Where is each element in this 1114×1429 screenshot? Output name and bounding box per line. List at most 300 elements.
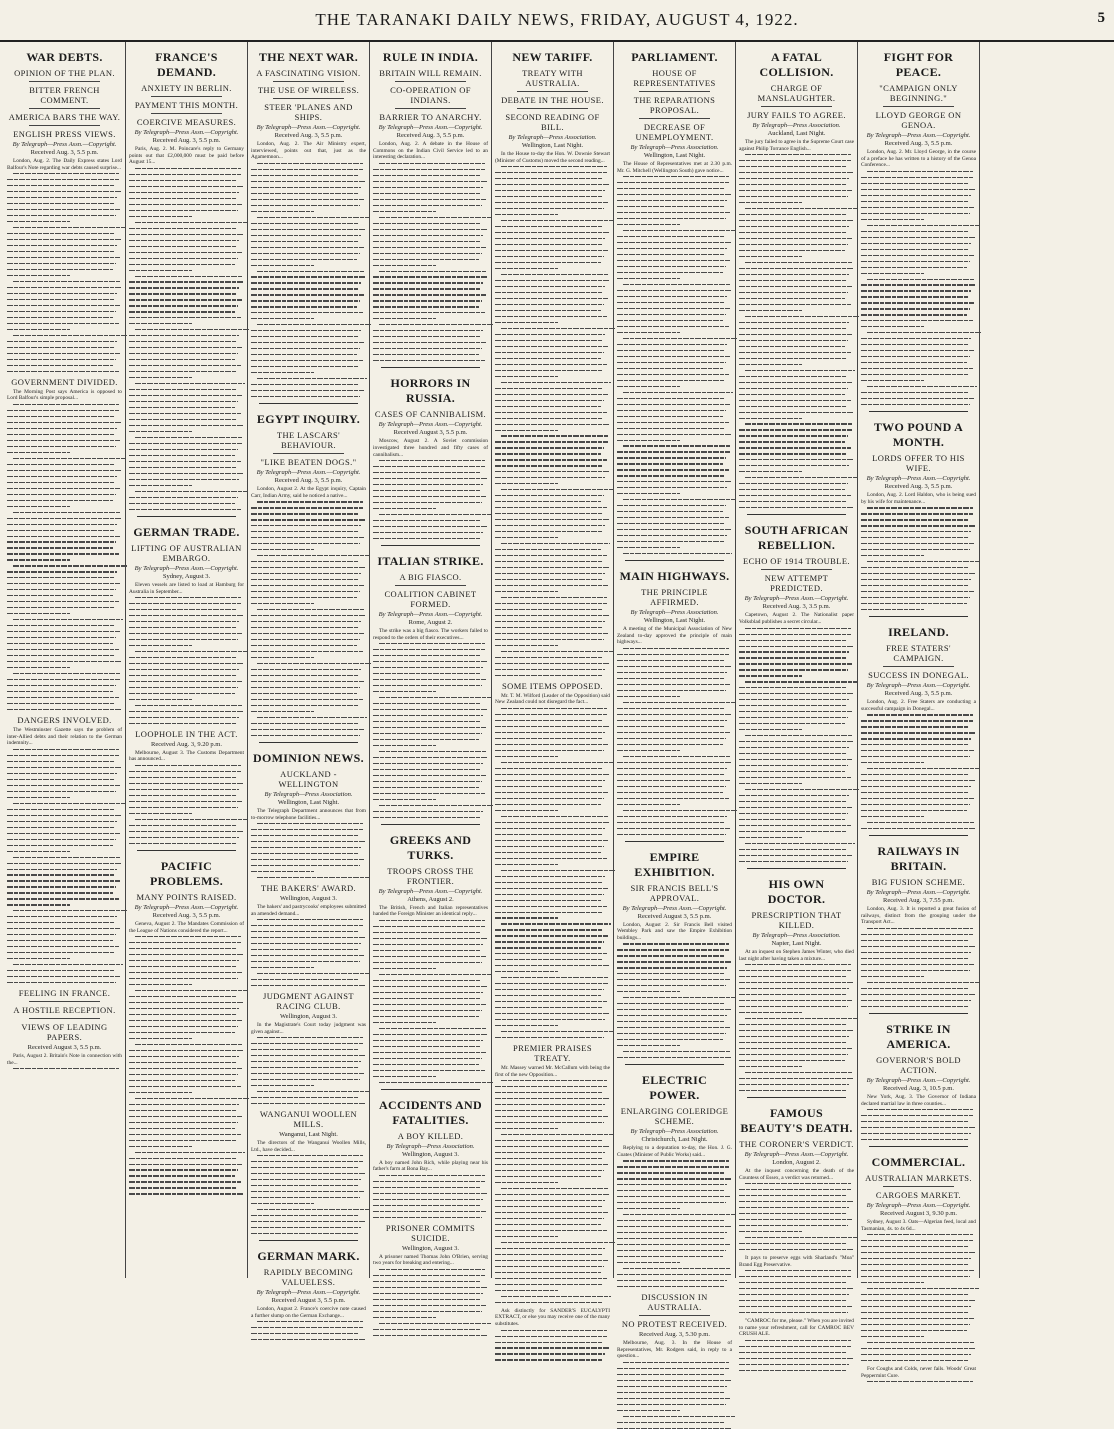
- article-dateline: Received Aug. 3, 5.5 p.m.: [152, 911, 221, 919]
- article-dateline: Wellington, Last Night.: [643, 152, 706, 159]
- article-byline: By Telegraph—Press Assn.—Copyright.: [744, 595, 849, 603]
- article-body-text: [861, 171, 976, 405]
- article: [617, 1064, 732, 1287]
- page-number-mark: 5: [1097, 10, 1106, 26]
- article-lead-text: A boy named John Rich, while playing near his father's farm at Bona Bay...: [373, 1159, 488, 1173]
- article: [739, 1255, 854, 1313]
- subheading-rule: [639, 118, 710, 119]
- article-dateline: Wellington, Last Night.: [277, 798, 340, 806]
- article-divider: [381, 1089, 480, 1090]
- article-lead-text: Melbourne, Aug. 3. In the House of Representatives, Mr. Rodgers said, in reply to a question...: [617, 1340, 732, 1360]
- subheading-rule: [395, 585, 466, 586]
- article-subheading: STEER 'PLANES AND SHIPS.: [264, 102, 353, 122]
- article-byline: By Telegraph—Press Association.: [752, 932, 841, 940]
- article-headline: WAR DEBTS.: [26, 50, 103, 64]
- article: [373, 545, 488, 818]
- subheading-rule: [883, 1186, 954, 1187]
- article-subheading: CARGOES MARKET.: [875, 1190, 962, 1201]
- article-subheading: CO-OPERATION OF INDIANS.: [390, 85, 471, 105]
- article-body-text: [129, 168, 244, 510]
- article-dateline: Received August 3, 9.30 p.m.: [880, 1210, 957, 1218]
- article-divider: [381, 545, 480, 546]
- article-headline: DOMINION NEWS.: [253, 750, 364, 765]
- article-lead-text: Mr. Massey warned Mr. McCallum with being the first of the new Opposition...: [495, 1065, 610, 1078]
- subheading-rule: [273, 81, 344, 82]
- article-lead-text: The House of Representatives met at 2.30 p.m. Mr. G. Mitchell (Wellington South) gave notice...: [617, 161, 732, 174]
- article: [251, 1240, 366, 1340]
- article-byline: By Telegraph—Press Assn.—Copyright.: [622, 904, 727, 912]
- article: [251, 1109, 366, 1234]
- article-dateline: Received Aug. 3, 5.5 p.m.: [396, 132, 465, 139]
- article-body-text: [495, 1080, 610, 1303]
- subheading-rule: [29, 1001, 100, 1002]
- article-lead-text: The British, French and Italian representatives handed the Foreign Minister an identical reply...: [373, 904, 488, 918]
- article: [617, 560, 732, 834]
- article-subheading: LLOYD GEORGE ON GENOA.: [875, 110, 962, 130]
- article-headline: NEW TARIFF.: [512, 50, 593, 64]
- article-byline: By Telegraph—Press Association.: [630, 144, 719, 151]
- subheading-rule: [639, 1315, 710, 1316]
- article-body-text: [7, 404, 122, 710]
- article-subheading: HOUSE OF REPRESENTATIVES: [633, 68, 716, 88]
- article: [495, 1043, 610, 1303]
- article: [129, 516, 244, 724]
- article-dateline: Wellington, Last Night.: [521, 142, 584, 149]
- article-subheading: BITTER FRENCH COMMENT.: [29, 85, 100, 105]
- article-byline: By Telegraph—Press Assn.—Copyright.: [378, 887, 483, 895]
- article-byline: By Telegraph—Press Assn.—Copyright.: [378, 421, 483, 429]
- article-headline: PACIFIC PROBLEMS.: [149, 858, 224, 888]
- article-byline: By Telegraph—Press Assn.—Copyright.: [12, 141, 117, 148]
- article: [495, 1308, 610, 1361]
- article-subheading: COERCIVE MEASURES.: [136, 117, 237, 127]
- article: [739, 514, 854, 862]
- article-subheading: DEBATE IN THE HOUSE.: [501, 95, 604, 105]
- article-divider: [137, 516, 236, 517]
- article-subheading: DISCUSSION IN AUSTRALIA.: [641, 1292, 708, 1313]
- article: [373, 50, 488, 361]
- article-dateline: Received Aug. 3, 5.5 p.m.: [274, 477, 343, 485]
- article-headline: ACCIDENTS AND FATALITIES.: [379, 1097, 482, 1127]
- article-lead-text: At the inquest concerning the death of the Countess of Essex, a verdict was returned...: [739, 1167, 854, 1181]
- article: [373, 367, 488, 539]
- article-subheading: FEELING IN FRANCE.: [18, 988, 111, 999]
- article-lead-text: At an inquest on Stephen James Winter, who died last night after having taken a mixture...: [739, 949, 854, 962]
- subheading-rule: [517, 91, 588, 92]
- article-divider: [259, 742, 358, 743]
- article-byline: By Telegraph—Press Assn.—Copyright.: [378, 611, 483, 619]
- article-body-text: [251, 501, 366, 735]
- article: [495, 50, 610, 676]
- article-lead-text: A meeting of the Municipal Association of New Zealand to-day approved the principle of main highways...: [617, 626, 732, 646]
- article-headline: STRIKE IN AMERICA.: [886, 1021, 951, 1051]
- article-divider: [747, 868, 846, 869]
- article-lead-text: The strike was a big fiasco. The workers failed to respond to the orders of their executives...: [373, 628, 488, 641]
- article-lead-text: London, Aug. 2. Free Staters are conducting a successful campaign in Donegal...: [861, 699, 976, 712]
- article-dateline: Received Aug. 3, 7.55 p.m.: [883, 897, 954, 905]
- article-divider: [747, 514, 846, 515]
- article-subheading: TROOPS CROSS THE FRONTIER.: [387, 865, 474, 886]
- article-body-text: [617, 1362, 732, 1429]
- article: [861, 616, 976, 829]
- article-subheading: THE PRINCIPLE AFFIRMED.: [641, 587, 708, 608]
- article-byline: By Telegraph—Press Association.: [630, 609, 719, 617]
- article-body-text: [373, 1269, 488, 1336]
- article-dateline: Wanganui, Last Night.: [279, 1130, 338, 1138]
- article-dateline: Received August 3, 5.5 p.m.: [271, 1297, 346, 1305]
- article-headline: SOUTH AFRICAN REBELLION.: [744, 523, 849, 553]
- article-byline: By Telegraph—Press Assn.—Copyright.: [134, 903, 239, 911]
- article-divider: [137, 850, 236, 851]
- article-lead-text: Geneva, August 2. The Mandates Commission of the League of Nations considered the report...: [129, 920, 244, 934]
- article-subheading: A FASCINATING VISION.: [256, 68, 361, 78]
- article-byline: By Telegraph—Press Assn.—Copyright.: [378, 124, 483, 131]
- column-4: [370, 42, 492, 1278]
- article-byline: By Telegraph—Press Association.: [630, 1128, 719, 1136]
- article-body-text: [7, 1068, 122, 1069]
- article-lead-text: London, Aug. 2. The Air Ministry expert, interviewed, points out that, just as the Agamemnon...: [251, 141, 366, 161]
- article-body-text: [617, 648, 732, 835]
- article-subheading: THE USE OF WIRELESS.: [257, 85, 360, 95]
- article-body-text: [861, 507, 976, 610]
- article-dateline: Received August 3, 5.5 p.m.: [27, 1044, 102, 1052]
- article-body-text: [495, 1330, 610, 1361]
- column-7: [736, 42, 858, 1338]
- column-2: [126, 42, 248, 1278]
- article-byline: By Telegraph—Press Assn.—Copyright.: [134, 129, 239, 136]
- article-byline: By Telegraph—Press Association.: [386, 1142, 475, 1150]
- article-dateline: Received Aug. 3, 5.30 p.m.: [639, 1331, 710, 1339]
- article-lead-text: London, August 2. At the Egypt inquiry, Captain Carr, Indian Army, said he noticed a native...: [251, 486, 366, 499]
- article-dateline: Christchurch, Last Night.: [641, 1136, 708, 1144]
- article-headline: FRANCE'S DEMAND.: [155, 50, 218, 79]
- columns-container: [4, 42, 1110, 1379]
- article-byline: By Telegraph—Press Assn.—Copyright.: [256, 469, 361, 477]
- article-divider: [381, 824, 480, 825]
- subheading-rule: [151, 96, 222, 97]
- article-dateline: Rome, August 2.: [408, 619, 453, 627]
- article-lead-text: For Coughs and Colds, never fails. Woods' Great Peppermint Cure.: [861, 1365, 976, 1379]
- article-dateline: Received Aug. 3, 5.5 p.m.: [884, 140, 953, 147]
- article-lead-text: London, Aug. 3. It is reported a great fusion of railways, distinct from the grouping under the Transport Act...: [861, 906, 976, 926]
- article-body-text: [495, 708, 610, 1038]
- article-divider: [869, 411, 968, 412]
- article-body-text: [861, 1109, 976, 1140]
- article-dateline: Auckland, Last Night.: [767, 130, 826, 137]
- article-headline: IRELAND.: [888, 625, 949, 640]
- article-headline: THE NEXT WAR.: [258, 50, 359, 64]
- article: [861, 1366, 976, 1382]
- article: [7, 377, 122, 710]
- article-subheading: CHARGE OF MANSLAUGHTER.: [757, 83, 836, 103]
- article-headline: RULE IN INDIA.: [382, 50, 479, 64]
- article-subheading: THE LASCARS' BEHAVIOUR.: [276, 430, 341, 451]
- article: [251, 991, 366, 1104]
- subheading-rule: [761, 106, 832, 107]
- article-lead-text: Capetown, August 2. The Nationalist paper Volksblad publishes a secret circular...: [739, 612, 854, 625]
- article-subheading: NO PROTEST RECEIVED.: [621, 1319, 728, 1330]
- article-dateline: Received August 3, 5.5 p.m.: [393, 429, 468, 437]
- article-subheading: PRESCRIPTION THAT KILLED.: [751, 910, 842, 931]
- article-subheading: COALITION CABINET FORMED.: [384, 589, 477, 610]
- article-dateline: Received Aug. 3, 5.5 p.m.: [274, 132, 343, 139]
- article-subheading: ENLARGING COLERIDGE SCHEME.: [620, 1106, 729, 1127]
- article-dateline: London, August 2.: [772, 1158, 821, 1166]
- article-headline: ITALIAN STRIKE.: [377, 554, 484, 569]
- article-lead-text: Paris, Aug. 2. M. Poincare's reply to Germany points out that £2,000,000 must be paid before August 15...: [129, 146, 244, 166]
- article-lead-text: London, Aug. 2. Lord Haldon, who is being sued by his wife for maintenance...: [861, 492, 976, 505]
- article-body-text: [739, 1340, 854, 1371]
- article-byline: By Telegraph—Press Association.: [508, 134, 597, 141]
- article: [7, 50, 122, 372]
- article-body-text: [861, 1234, 976, 1361]
- article-byline: By Telegraph—Press Assn.—Copyright.: [866, 889, 971, 897]
- article-divider: [625, 841, 724, 842]
- article-subheading: VIEWS OF LEADING PAPERS.: [21, 1022, 108, 1043]
- article-body-text: [739, 154, 854, 508]
- article-subheading: MANY POINTS RAISED.: [136, 891, 237, 902]
- article-lead-text: The bakers' and pastrycooks' employees submitted an amended demand...: [251, 903, 366, 917]
- article-body-text: [373, 460, 488, 539]
- article: [617, 1292, 732, 1429]
- article-body-text: [373, 920, 488, 1083]
- article: [373, 1089, 488, 1218]
- article-lead-text: New York, Aug. 3. The Governor of Indiana declared martial law in three counties...: [861, 1093, 976, 1107]
- article-subheading: NEW ATTEMPT PREDICTED.: [764, 573, 829, 594]
- article-divider: [747, 1097, 846, 1098]
- column-8: [858, 42, 980, 1379]
- article-body-text: [617, 1160, 732, 1287]
- article-lead-text: In the Magistrate's Court today judgment was given against...: [251, 1021, 366, 1035]
- article-body-text: [129, 597, 244, 724]
- article-body-text: [739, 964, 854, 1091]
- article-headline: EGYPT INQUIRY.: [256, 412, 361, 427]
- article-subheading: SUCCESS IN DONEGAL.: [868, 670, 969, 681]
- article-byline: By Telegraph—Press Assn.—Copyright.: [744, 1150, 849, 1158]
- article: [861, 50, 976, 405]
- article-lead-text: Moscow, August 2. A Soviet commission investigated three hundred and fifty cases of cannibalism...: [373, 438, 488, 458]
- article-lead-text: In the House to-day the Hon. W. Downie Stewart (Minister of Customs) moved the second reading...: [495, 151, 610, 164]
- article-byline: By Telegraph—Press Association.: [264, 790, 353, 798]
- article-divider: [625, 1064, 724, 1065]
- article: [251, 883, 366, 986]
- article-lead-text: Sydney, August 3. Oats—Algerian feed, local and Tasmanian, 4s. to 4s 6d...: [861, 1219, 976, 1232]
- article-lead-text: The jury failed to agree in the Supreme Court case against Philip Torrance English...: [739, 139, 854, 152]
- article-divider: [625, 560, 724, 561]
- article-byline: By Telegraph—Press Assn.—Copyright.: [256, 1289, 361, 1297]
- article-dateline: Wellington, August 3.: [402, 1150, 459, 1158]
- article-body-text: [739, 1270, 854, 1313]
- article-subheading: BRITAIN WILL REMAIN.: [379, 68, 482, 78]
- article: [739, 50, 854, 508]
- article-body-text: [861, 714, 976, 829]
- article-lead-text: Replying to a deputation to-day, the Hon. J. G. Coates (Minister of Public Works) said...: [617, 1145, 732, 1158]
- article-subheading: AMERICA BARS THE WAY.: [8, 112, 121, 122]
- article: [861, 835, 976, 1007]
- subheading-rule: [29, 125, 100, 126]
- article-lead-text: Melbourne, August 3. The Customs Department has announced...: [129, 749, 244, 763]
- article-body-text: [373, 163, 488, 362]
- article-body-text: [251, 919, 366, 986]
- article-byline: By Telegraph—Press Assn.—Copyright.: [866, 1076, 971, 1084]
- article-headline: GREEKS AND TURKS.: [389, 832, 472, 862]
- article-headline: GERMAN MARK.: [257, 1249, 360, 1264]
- article-body-text: [251, 823, 366, 878]
- masthead: [0, 0, 1114, 42]
- article-subheading: RAPIDLY BECOMING VALUELESS.: [263, 1267, 354, 1288]
- article-lead-text: The directors of the Wanganui Woollen Mills, Ltd., have decided...: [251, 1139, 366, 1153]
- article-body-text: [495, 166, 610, 676]
- article-divider: [381, 367, 480, 368]
- article: [7, 715, 122, 983]
- article-subheading: CASES OF CANNIBALISM.: [374, 409, 487, 420]
- article-body-text: [129, 765, 244, 844]
- article-divider: [259, 1240, 358, 1241]
- article-headline: A FATAL COLLISION.: [759, 50, 834, 79]
- article-body-text: [739, 628, 854, 862]
- article-divider: [259, 403, 358, 404]
- article: [739, 1097, 854, 1250]
- article-headline: HORRORS IN RUSSIA.: [390, 376, 471, 406]
- article-lead-text: A prisoner named Thomas John O'Brien, serving two years for breaking and entering...: [373, 1253, 488, 1267]
- article-subheading: OPINION OF THE PLAN.: [14, 68, 115, 78]
- article-byline: By Telegraph—Press Assn.—Copyright.: [866, 475, 971, 483]
- column-3: [248, 42, 370, 1319]
- article: [739, 1318, 854, 1371]
- article-divider: [869, 616, 968, 617]
- article: [617, 841, 732, 1059]
- article-lead-text: The Westminster Gazette says the problem of inter-Allied debts and their relation to the German indemnity...: [7, 727, 122, 747]
- article-subheading: DANGERS INVOLVED.: [17, 715, 112, 726]
- article-headline: HIS OWN DOCTOR.: [767, 877, 826, 907]
- article: [129, 729, 244, 844]
- article-subheading: JUDGMENT AGAINST RACING CLUB.: [262, 990, 354, 1011]
- article-lead-text: It pays to preserve eggs with Sharland's "Moa" Brand Egg Preservative.: [739, 1254, 854, 1268]
- article-subheading: THE CORONER'S VERDICT.: [739, 1138, 854, 1149]
- article-subheading: PAYMENT THIS MONTH.: [134, 100, 239, 110]
- article-lead-text: London, August 2. France's coercive note caused a further slump on the German Exchange...: [251, 1306, 366, 1319]
- article-subheading: DECREASE OF UNEMPLOYMENT.: [635, 122, 714, 142]
- masthead-title: THE TARANAKI DAILY NEWS, FRIDAY, AUGUST 4, 1922.: [315, 10, 799, 29]
- column-1: [4, 42, 126, 1278]
- article-headline: ELECTRIC POWER.: [641, 1073, 708, 1103]
- article-byline: By Telegraph—Press Assn.—Copyright.: [256, 124, 361, 131]
- article-byline: By Telegraph—Press Assn.—Copyright.: [866, 1202, 971, 1210]
- subheading-rule: [29, 1018, 100, 1019]
- article-body-text: [251, 1321, 366, 1340]
- article-dateline: Received Aug. 3, 10.5 p.m.: [883, 1084, 954, 1092]
- article-subheading: GOVERNOR'S BOLD ACTION.: [876, 1054, 961, 1075]
- article: [373, 824, 488, 1083]
- article-byline: By Telegraph—Press Association.: [752, 122, 841, 129]
- article-headline: MAIN HIGHWAYS.: [619, 569, 730, 584]
- article-dateline: Wellington, Last Night.: [643, 617, 706, 625]
- article-dateline: Wellington, August 3.: [402, 1244, 459, 1252]
- article: [617, 50, 732, 554]
- article-body-text: [7, 173, 122, 372]
- subheading-rule: [883, 666, 954, 667]
- subheading-rule: [151, 113, 222, 114]
- article-body-text: [373, 643, 488, 818]
- article-lead-text: London, Aug. 2. The Daily Express states Lord Balfour's Note regarding war debts caused surprise...: [7, 158, 122, 171]
- article-subheading: BARRIER TO ANARCHY.: [379, 112, 482, 122]
- article-subheading: FREE STATERS' CAMPAIGN.: [886, 643, 951, 664]
- article-lead-text: Mr. T. M. Wilford (Leader of the Opposition) said New Zealand could not disregard the fact...: [495, 692, 610, 706]
- subheading-rule: [761, 569, 832, 570]
- article-body-text: [861, 1381, 976, 1382]
- article-dateline: Received Aug. 3, 3.5 p.m.: [762, 603, 831, 611]
- article-body-text: [617, 943, 732, 1058]
- column-9: [980, 42, 1110, 1278]
- article-subheading: LORDS OFFER TO HIS WIFE.: [872, 453, 965, 474]
- article-headline: PARLIAMENT.: [631, 50, 718, 64]
- article-divider: [869, 1146, 968, 1147]
- subheading-rule: [273, 98, 344, 99]
- article-divider: [869, 835, 968, 836]
- article-subheading: LIFTING OF AUSTRALIAN EMBARGO.: [131, 542, 242, 563]
- article-lead-text: Eleven vessels are listed to load at Hamburg for Australia in September...: [129, 581, 244, 595]
- article-subheading: A HOSTILE RECEPTION.: [13, 1005, 116, 1016]
- article-subheading: SOME ITEMS OPPOSED.: [502, 680, 603, 691]
- article-body-text: [7, 749, 122, 983]
- article-lead-text: The Telegraph Department announces that from to-morrow telephone facilities...: [251, 807, 366, 821]
- article-dateline: Received Aug. 3, 5.5 p.m.: [152, 137, 221, 144]
- article-subheading: WANGANUI WOOLLEN MILLS.: [259, 1108, 358, 1129]
- article-dateline: Wellington, August 3.: [280, 1012, 337, 1020]
- article-body-text: [251, 1155, 366, 1234]
- article-dateline: Athens, August 2.: [407, 895, 454, 903]
- subheading-rule: [273, 453, 344, 454]
- article: [251, 50, 366, 397]
- article-subheading: SIR FRANCIS BELL'S APPROVAL.: [630, 882, 719, 903]
- article-subheading: ENGLISH PRESS VIEWS.: [13, 129, 116, 139]
- article-headline: EMPIRE EXHIBITION.: [634, 849, 715, 879]
- article-headline: FIGHT FOR PEACE.: [883, 50, 954, 79]
- article: [7, 988, 122, 1069]
- article-subheading: ANXIETY IN BERLIN.: [141, 83, 232, 93]
- article-subheading: AUCKLAND - WELLINGTON: [278, 768, 339, 789]
- article: [373, 1223, 488, 1336]
- subheading-rule: [395, 81, 466, 82]
- article-dateline: Received Aug. 3, 5.5 p.m.: [30, 149, 99, 156]
- article-divider: [869, 1013, 968, 1014]
- article-subheading: A BOY KILLED.: [397, 1130, 464, 1141]
- article-subheading: THE REPARATIONS PROPOSAL.: [633, 95, 716, 115]
- article-lead-text: Paris, August 2. Britain's Note in connection with the...: [7, 1053, 122, 1066]
- article-body-text: [251, 163, 366, 397]
- article: [129, 50, 244, 510]
- article-subheading: PRISONER COMMITS SUICIDE.: [385, 1222, 476, 1243]
- subheading-rule: [29, 81, 100, 82]
- article-dateline: Wellington, August 3.: [280, 894, 337, 902]
- article-lead-text: The Morning Post says America is opposed to Lord Balfour's simple proposal...: [7, 388, 122, 402]
- article-subheading: A BIG FIASCO.: [399, 572, 462, 583]
- article-byline: By Telegraph—Press Assn.—Copyright.: [866, 132, 971, 139]
- article-subheading: "CAMPAIGN ONLY BEGINNING.": [879, 83, 958, 103]
- article-dateline: Napier, Last Night.: [771, 940, 822, 948]
- article-dateline: Received Aug. 3, 9.20 p.m.: [151, 740, 222, 748]
- article-body-text: [373, 1175, 488, 1218]
- article-subheading: AUSTRALIAN MARKETS.: [865, 1173, 972, 1184]
- article-headline: COMMERCIAL.: [871, 1155, 966, 1170]
- article-subheading: JURY FAILS TO AGREE.: [747, 110, 846, 120]
- article: [861, 1013, 976, 1140]
- subheading-rule: [883, 106, 954, 107]
- article-lead-text: Ask distinctly for SANDER'S EUCALYPTI EXTRACT, or else you may receive one of the many substitutes.: [495, 1307, 610, 1327]
- article-headline: TWO POUND A MONTH.: [873, 420, 964, 450]
- article-lead-text: London, Aug. 2. Mr. Lloyd George, in the course of a preface he has written to a history of the Genoa Conference...: [861, 149, 976, 169]
- article-headline: GERMAN TRADE.: [133, 524, 240, 539]
